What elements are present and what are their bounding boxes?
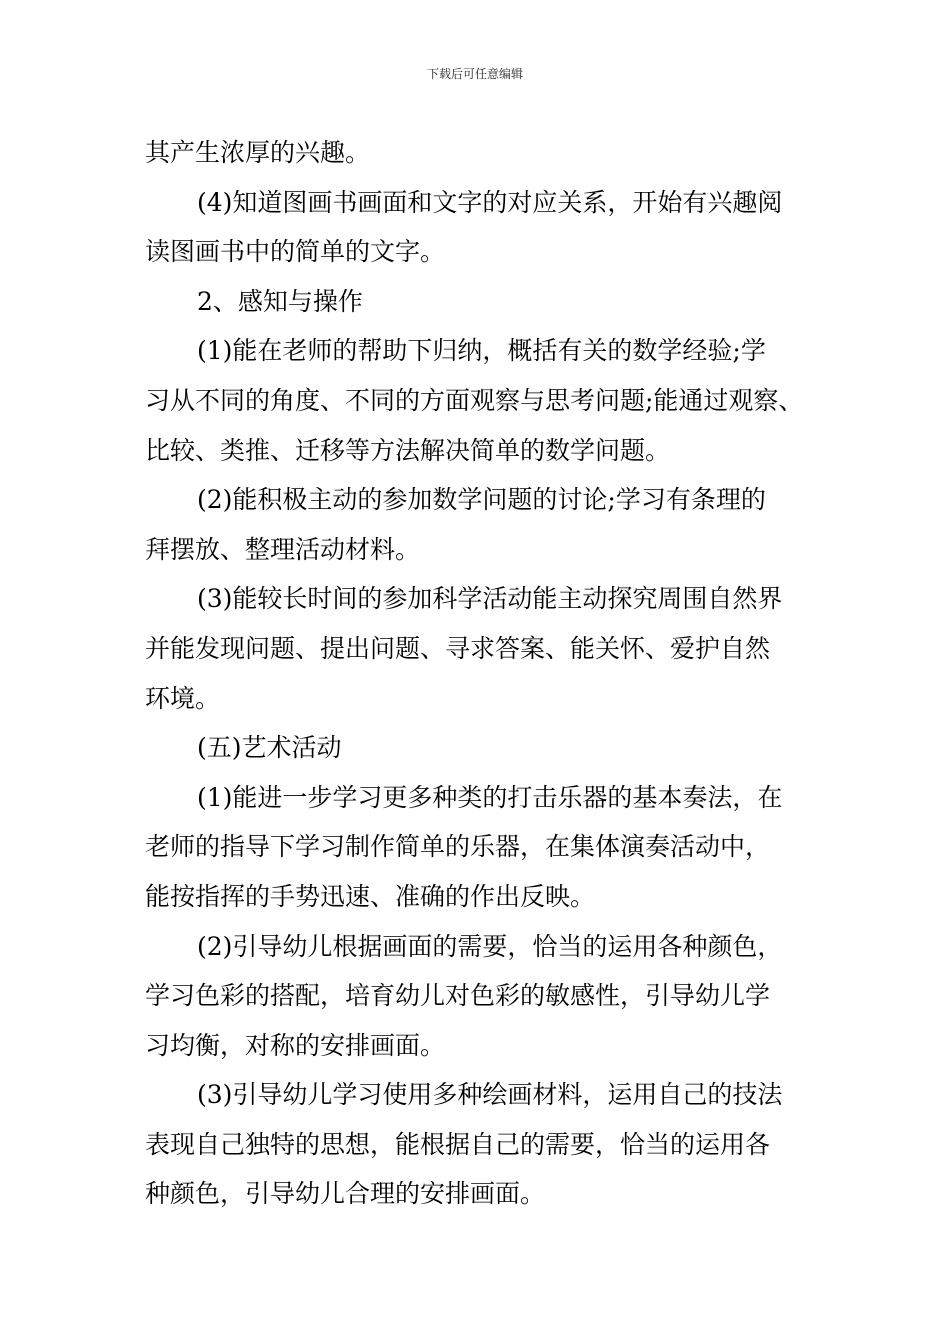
text-line: 学习色彩的搭配，培育幼儿对色彩的敏感性，引导幼儿学 [145,981,771,1011]
section-heading: (五)艺术活动 [197,733,342,763]
text-line: 读图画书中的简单的文字。 [145,237,446,267]
text-line: 表现自己独特的思想，能根据自己的需要，恰当的运用各 [145,1129,771,1159]
text-line: (2)引导幼儿根据画面的需要，恰当的运用各种颜色， [197,931,783,961]
text-line: (1)能进一步学习更多种类的打击乐器的基本奏法，在 [197,782,783,812]
text-line: 环境。 [145,683,221,713]
text-line: (3)引导幼儿学习使用多种绘画材料，运用自己的技法 [197,1080,783,1110]
page-header: 下载后可任意编辑 [426,67,523,81]
text-line: 能按指挥的手势迅速、准确的作出反映。 [145,881,596,911]
text-line: (3)能较长时间的参加科学活动能主动探究周围自然界 [197,584,783,614]
text-line: 习均衡，对称的安排画面。 [145,1030,446,1060]
text-line: 其产生浓厚的兴趣。 [145,138,371,167]
text-line: 比较、类推、迁移等方法解决简单的数学问题。 [145,435,671,465]
text-line: 老师的指导下学习制作简单的乐器，在集体演奏活动中， [145,832,771,862]
document-body [145,128,825,1219]
text-line: 习从不同的角度、不同的方面观察与思考问题;能通过观察、 [145,385,804,415]
text-line: (4)知道图画书画面和文字的对应关系，开始有兴趣阅 [197,187,783,217]
text-line: 并能发现问题、提出问题、寻求答案、能关怀、爱护自然 [145,633,771,663]
text-line: (2)能积极主动的参加数学问题的讨论;学习有条理的 [197,485,766,515]
section-heading: 2、感知与操作 [197,286,363,316]
text-line: (1)能在老师的帮助下归纳，概括有关的数学经验;学 [197,336,766,366]
text-line: 拜摆放、整理活动材料。 [145,534,421,564]
text-line: 种颜色，引导幼儿合理的安排画面。 [145,1179,546,1209]
